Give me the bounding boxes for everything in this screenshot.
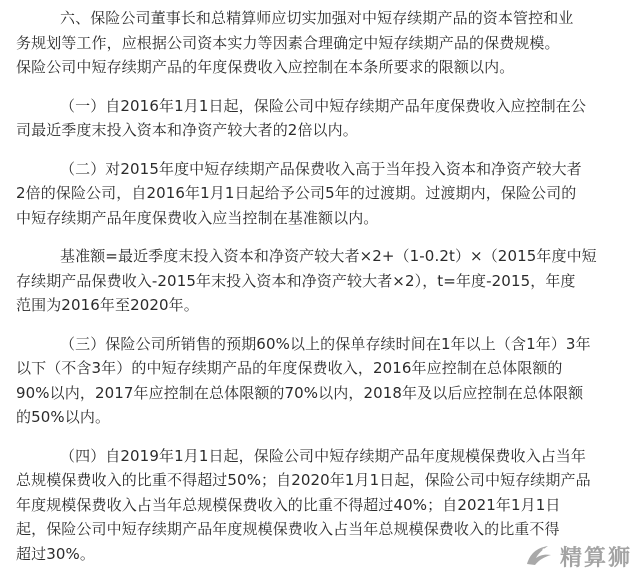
text-line: 六、保险公司董事长和总精算师应切实加强对中短存续期产品的资本管控和业 [60,9,574,27]
text-line: 以下（不含3年）的中短存续期产品的年度保费收入，2016年应控制在总体限额的 [16,359,563,377]
text-line: 90%以内，2017年应控制在总体限额的70%以内，2018年及以后应控制在总体限额 [16,383,584,402]
text-line: 范围为2016年至2020年。 [16,296,199,314]
document-body [16,6,616,580]
text-line: （三）保险公司所销售的预期60%以上的保单存续时间在1年以上（含1年）3年 [60,334,591,353]
paragraph-six-one [16,94,616,143]
text-line: （一）自2016年1月1日起，保险公司中短存续期产品年度保费收入应控制在公 [60,96,586,115]
text-line: 年度规模保费收入占当年总规模保费收入的比重不得超过40%；自2021年1月1日 [16,495,561,514]
text-line: 司最近季度末投入资本和净资产较大者的2倍以内。 [16,121,358,139]
text-line: 总规模保费收入的比重不得超过50%；自2020年1月1日起，保险公司中短存续期产品 [16,471,591,489]
paragraph-six-three [16,332,616,430]
paragraph-formula [16,244,616,318]
lion-logo-icon [524,542,554,572]
text-line: （四）自2019年1月1日起，保险公司中短存续期产品年度规模保费收入占当年 [60,446,586,465]
watermark-text: 精算狮 [559,546,632,571]
text-line: 保险公司中短存续期产品的年度保费收入应控制在本条所要求的限额以内。 [16,58,515,76]
text-line: 中短存续期产品年度保费收入应当控制在基准额以内。 [16,208,379,227]
paragraph-six [16,6,616,80]
text-line: 务规划等工作，应根据公司资本实力等因素合理确定中短存续期产品的保费规模。 [16,33,560,52]
text-line: 起，保险公司中短存续期产品年度规模保费收入占当年总规模保费收入的比重不得 [16,520,560,538]
text-line: （二）对2015年度中短存续期产品保费收入高于当年投入资本和净资产较大者 [60,159,582,178]
text-line: 基准额=最近季度末投入资本和净资产较大者×2+（1-0.2t）×（2015年度中短 [60,247,597,265]
text-line: 的50%以内。 [16,408,111,426]
text-line: 2倍的保险公司，自2016年1月1日起给予公司5年的过渡期。过渡期内，保险公司的 [16,184,577,202]
text-line: 存续期产品保费收入-2015年末投入资本和净资产较大者×2），t=年度-2015，年度 [16,271,576,290]
watermark [524,541,632,572]
paragraph-six-two [16,157,616,231]
text-line: 超过30%。 [16,544,95,563]
